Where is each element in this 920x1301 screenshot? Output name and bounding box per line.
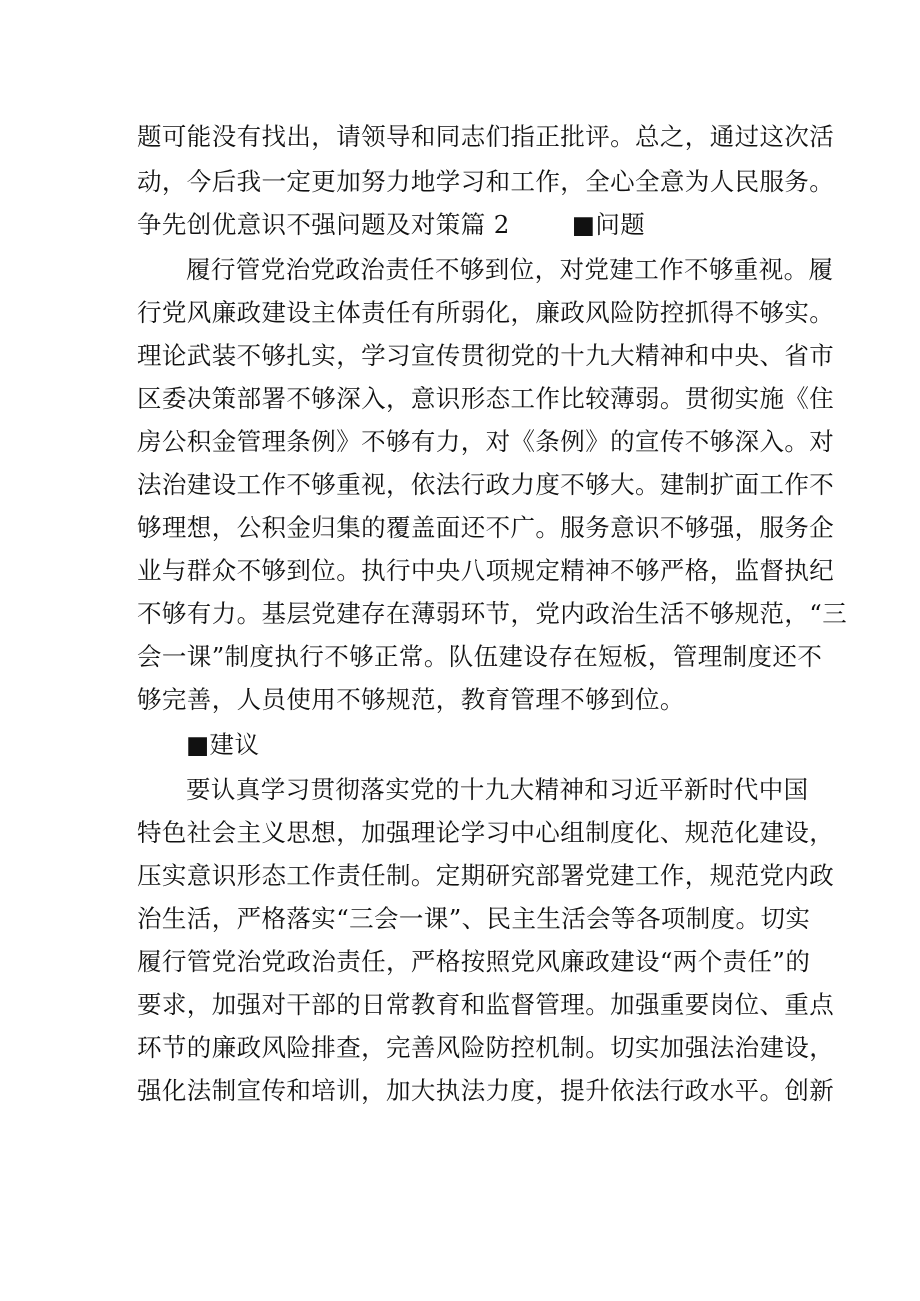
- problem-paragraph-line: 区委决策部署不够深入，意识形态工作比较薄弱。贯彻实施《住: [137, 384, 835, 413]
- section-heading: [137, 209, 645, 241]
- problem-paragraph-line: 履行管党治党政治责任不够到位，对党建工作不够重视。履: [186, 255, 834, 284]
- problem-paragraph-line: 够完善，人员使用不够规范，教育管理不够到位。: [137, 685, 685, 714]
- section-title: 争先创优意识不强问题及对策篇 2: [137, 210, 510, 239]
- problem-paragraph-line: 房公积金管理条例》不够有力，对《条例》的宣传不够深入。对: [137, 427, 835, 456]
- problem-paragraph-line: 行党风廉政建设主体责任有所弱化，廉政风险防控抓得不够实。: [137, 298, 835, 327]
- problem-paragraph-line: 法治建设工作不够重视，依法行政力度不够大。建制扩面工作不: [137, 470, 835, 499]
- problem-marker: ■问题: [571, 210, 646, 239]
- problem-paragraph-line: 业与群众不够到位。执行中央八项规定精神不够严格，监督执纪: [137, 556, 835, 585]
- body-text-line: 题可能没有找出，请领导和同志们指正批评。总之，通过这次活: [137, 122, 835, 151]
- suggestion-paragraph-line: 治生活，严格落实“三会一课”、民主生活会等各项制度。切实: [137, 904, 811, 933]
- problem-paragraph-line: 理论武装不够扎实，学习宣传贯彻党的十九大精神和中央、省市: [137, 341, 835, 370]
- suggestion-paragraph-line: 履行管党治党政治责任，严格按照党风廉政建设“两个责任”的: [137, 947, 811, 976]
- problem-paragraph-line: 会一课”制度执行不够正常。队伍建设存在短板，管理制度还不: [137, 642, 823, 671]
- problem-paragraph-line: 够理想，公积金归集的覆盖面还不广。服务意识不够强，服务企: [137, 513, 835, 542]
- problem-paragraph-line: 不够有力。基层党建存在薄弱环节，党内政治生活不够规范，“三: [137, 599, 848, 628]
- suggestion-paragraph-line: 特色社会主义思想，加强理论学习中心组制度化、规范化建设，: [137, 818, 835, 847]
- suggestion-paragraph-line: 强化法制宣传和培训，加大执法力度，提升依法行政水平。创新: [137, 1076, 835, 1105]
- suggestion-heading: ■建议: [186, 730, 260, 759]
- suggestion-paragraph-line: 要求，加强对干部的日常教育和监督管理。加强重要岗位、重点: [137, 990, 835, 1019]
- suggestion-paragraph-line: 压实意识形态工作责任制。定期研究部署党建工作，规范党内政: [137, 861, 835, 890]
- body-text-line: 动，今后我一定更加努力地学习和工作，全心全意为人民服务。: [137, 167, 835, 196]
- suggestion-paragraph-line: 环节的廉政风险排查，完善风险防控机制。切实加强法治建设，: [137, 1033, 835, 1062]
- suggestion-paragraph-line: 要认真学习贯彻落实党的十九大精神和习近平新时代中国: [186, 775, 809, 804]
